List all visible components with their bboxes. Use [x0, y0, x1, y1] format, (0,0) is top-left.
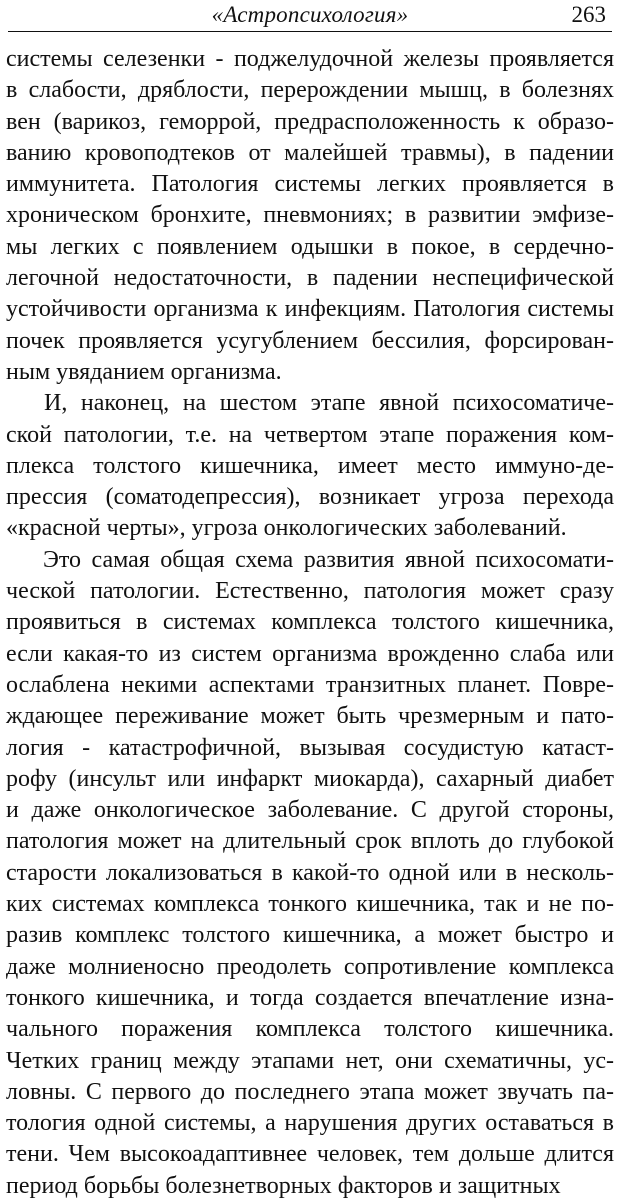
text-line: хроническом бронхите, пневмониях; в развитии эмфизе- — [6, 202, 614, 229]
text-line: разив комплекс толстого кишечника, а может быстро и — [6, 922, 614, 949]
text-line: «красной черты», угроза онкологических заболеваний. — [6, 515, 567, 542]
text-line: почек проявляется усугублением бессилия, форсирован- — [6, 327, 614, 354]
text-line: ческой патологии. Естественно, патология может сразу — [6, 578, 614, 605]
text-line: ванию кровоподтеков от малейшей травмы), в падении — [6, 139, 614, 166]
text-line: Четких границ между этапами нет, они схематичны, ус- — [6, 1047, 614, 1074]
text-line: период борьбы болезнетворных факторов и защитных — [6, 1172, 561, 1199]
text-line: если какая-то из систем организма врожденно слаба или — [6, 640, 614, 667]
header-rule — [8, 31, 612, 32]
text-line: прессия (соматодепрессия), возникает угроза перехода — [6, 484, 614, 511]
text-line: мы легких с появлением одышки в покое, в сердечно- — [6, 233, 614, 260]
text-line: И, наконец, на шестом этапе явной психосоматиче- — [44, 390, 614, 417]
text-line: Это самая общая схема развития явной психосомати- — [43, 546, 614, 573]
page-header — [8, 0, 612, 32]
text-line: даже молниеносно преодолеть сопротивление комплекса — [6, 953, 614, 980]
text-line: логия - катастрофичной, вызывая сосудистую катаст- — [6, 734, 614, 761]
text-line: ловны. С первого до последнего этапа может звучать па- — [6, 1078, 614, 1105]
paragraph-3 — [6, 545, 614, 1202]
text-line: чального поражения комплекса толстого кишечника. — [6, 1016, 614, 1043]
text-line: вен (варикоз, геморрой, предрасположенность к образо- — [6, 108, 614, 135]
page-number: 263 — [571, 2, 606, 27]
text-line: устойчивости организма к инфекциям. Патология системы — [6, 296, 614, 323]
text-line: ждающее переживание может быть чрезмерным и пато- — [6, 703, 614, 730]
text-line: тонкого кишечника, и тогда создается впечатление изна- — [6, 984, 614, 1011]
text-line: легочной недостаточности, в падении неспецифической — [6, 265, 614, 292]
text-line: старости локализоваться в какой-то одной или в несколь- — [6, 859, 614, 886]
text-line: рофу (инсульт или инфаркт миокарда), сахарный диабет — [6, 765, 614, 792]
text-line: в слабости, дряблости, перерождении мышц, в болезнях — [6, 77, 614, 104]
text-line: и даже онкологическое заболевание. С другой стороны, — [6, 797, 614, 824]
text-line: иммунитета. Патология системы легких проявляется в — [6, 171, 614, 198]
running-title: «Астропсихология» — [211, 2, 409, 27]
text-line: системы селезенки - поджелудочной железы проявляется — [6, 46, 614, 72]
paragraph-1 — [6, 44, 614, 388]
text-line: тология одной системы, а нарушения других оставаться в — [6, 1110, 614, 1137]
text-line: проявиться в системах комплекса толстого кишечника, — [6, 609, 614, 636]
text-line: ным увяданием организма. — [6, 358, 282, 385]
text-line: плекса толстого кишечника, имеет место иммуно-де- — [6, 452, 614, 479]
text-line: тени. Чем высокоадаптивнее человек, тем дольше длится — [6, 1141, 614, 1168]
body-text — [6, 44, 614, 1202]
text-line: патология может на длительный срок вплоть до глубокой — [6, 828, 614, 855]
text-line: ской патологии, т.е. на четвертом этапе поражения ком- — [6, 421, 614, 448]
paragraph-2 — [6, 388, 614, 544]
text-line: ослаблена некими аспектами транзитных планет. Повре- — [6, 671, 614, 698]
text-line: ких системах комплекса тонкого кишечника, так и не по- — [6, 891, 614, 918]
